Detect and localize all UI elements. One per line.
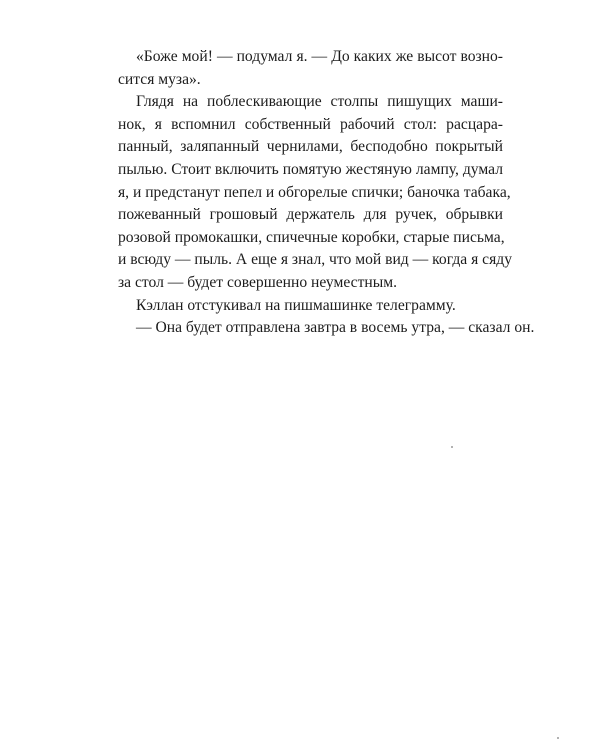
- scan-speck: [557, 737, 559, 739]
- text-line: Глядя на поблескивающие столпы пишущих маши-: [136, 93, 503, 111]
- text-line: пылью. Стоит включить помятую жестяную лампу, думал: [118, 160, 503, 178]
- text-line: «Боже мой! — подумал я. — До каких же высот возно-: [136, 48, 503, 65]
- text-line: за стол — будет совершенно неуместным.: [118, 273, 397, 291]
- scan-speck: [451, 446, 453, 448]
- text-line: пожеванный грошовый держатель для ручек, обрывки: [118, 206, 503, 224]
- text-line: розовой промокашки, спичечные коробки, старые письма,: [118, 228, 505, 246]
- text-line: панный, заляпанный чернилами, бесподобно покрытый: [118, 138, 503, 156]
- text-line: — Она будет отправлена завтра в восемь утра, — сказал он.: [136, 319, 535, 337]
- text-line: и всюду — пыль. А еще я знал, что мой вид — когда я сяду: [118, 251, 512, 269]
- text-line: я, и предстанут пепел и обгорелые спички; баночка табака,: [118, 183, 511, 201]
- text-line: нок, я вспомнил собственный рабочий стол: расцара-: [118, 115, 503, 133]
- text-line: Кэллан отстукивал на пишмашинке телеграмму.: [136, 296, 456, 314]
- body-text: [118, 46, 535, 340]
- text-line: сится муза».: [118, 70, 201, 88]
